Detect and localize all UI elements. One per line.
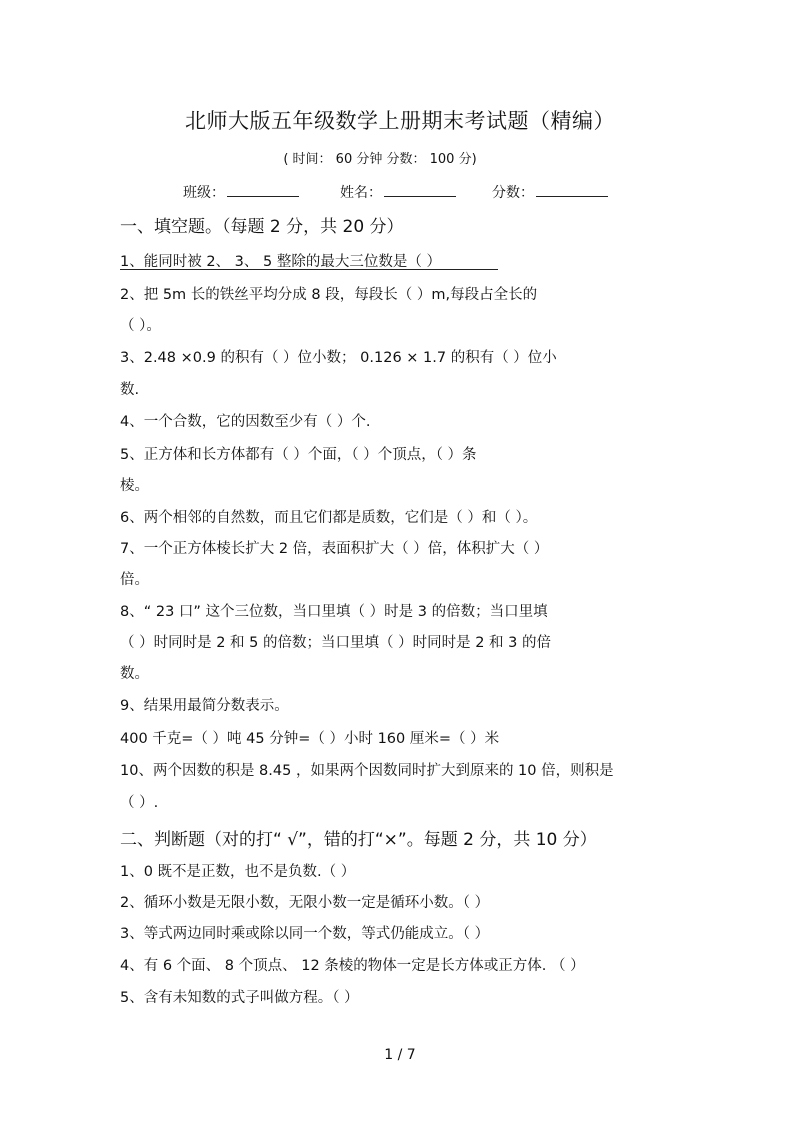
- question-line: 2、循环小数是无限小数，无限小数一定是循环小数。（ ）: [120, 895, 490, 911]
- question-line: 3、2.48 ×0.9 的积有（ ）位小数； 0.126 × 1.7 的积有（ ）位小: [120, 350, 557, 366]
- name-label: 姓名：: [340, 185, 382, 201]
- question-line: 3、等式两边同时乘或除以同一个数，等式仍能成立。（ ）: [120, 926, 490, 942]
- section-2-heading: 二、判断题（对的打“ √”，错的打“×”。每题 2 分，共 10 分）: [120, 830, 597, 850]
- question-line: 5、含有未知数的式子叫做方程。（ ）: [120, 990, 359, 1006]
- question-line: 数。: [120, 666, 149, 682]
- question-line: 9、结果用最简分数表示。: [120, 698, 289, 714]
- page-title: 北师大版五年级数学上册期末考试题（精编）: [185, 109, 615, 133]
- question-line: 1、0 既不是正数，也不是负数.（ ）: [120, 864, 356, 880]
- class-field: [183, 182, 299, 202]
- score-label: 分数：: [492, 185, 534, 201]
- question-line: 6、两个相邻的自然数，而且它们都是质数，它们是（ ）和（ ）。: [120, 510, 538, 526]
- section-1-heading: 一、填空题。（每题 2 分，共 20 分）: [120, 217, 404, 237]
- question-line: 2、把 5m 长的铁丝平均分成 8 段，每段长（ ）m,每段占全长的: [120, 287, 538, 303]
- question-line: 4、有 6 个面、 8 个顶点、 12 条棱的物体一定是长方体或正方体. （ ）: [120, 958, 585, 974]
- question-line: （ ）.: [120, 795, 159, 811]
- question-line: （ ）时同时是 2 和 5 的倍数；当口里填（ ）时同时是 2 和 3 的倍: [120, 635, 551, 651]
- name-blank: [384, 182, 456, 197]
- class-blank: [227, 182, 299, 197]
- question-line: （ ）。: [120, 318, 161, 334]
- question-line: 8、“ 23 口” 这个三位数，当口里填（ ）时是 3 的倍数；当口里填: [120, 604, 548, 620]
- question-line: 400 千克=（ ）吨 45 分钟=（ ）小时 160 厘米=（ ）米: [120, 731, 500, 747]
- page-number: 1 / 7: [384, 1047, 416, 1063]
- question-line: 7、一个正方体棱长扩大 2 倍，表面积扩大（ ）倍，体积扩大（ ）: [120, 541, 549, 557]
- question-line: 5、正方体和长方体都有（ ）个面，（ ）个顶点，（ ）条: [120, 447, 477, 463]
- score-blank: [536, 182, 608, 197]
- question-line: 数.: [120, 382, 140, 398]
- question-line: 10、两个因数的积是 8.45 ，如果两个因数同时扩大到原来的 10 倍，则积是: [120, 763, 614, 779]
- underline-rule: [120, 269, 498, 270]
- class-label: 班级：: [183, 185, 225, 201]
- score-field: [492, 182, 608, 202]
- question-line: 倍。: [120, 572, 149, 588]
- name-field: [340, 182, 456, 202]
- question-line: 4、一个合数，它的因数至少有（ ）个.: [120, 414, 371, 430]
- exam-time-score: ( 时间： 60 分钟 分数： 100 分): [283, 152, 477, 167]
- question-line: 1、能同时被 2、 3、 5 整除的最大三位数是（ ）: [120, 254, 441, 270]
- question-line: 棱。: [120, 478, 149, 494]
